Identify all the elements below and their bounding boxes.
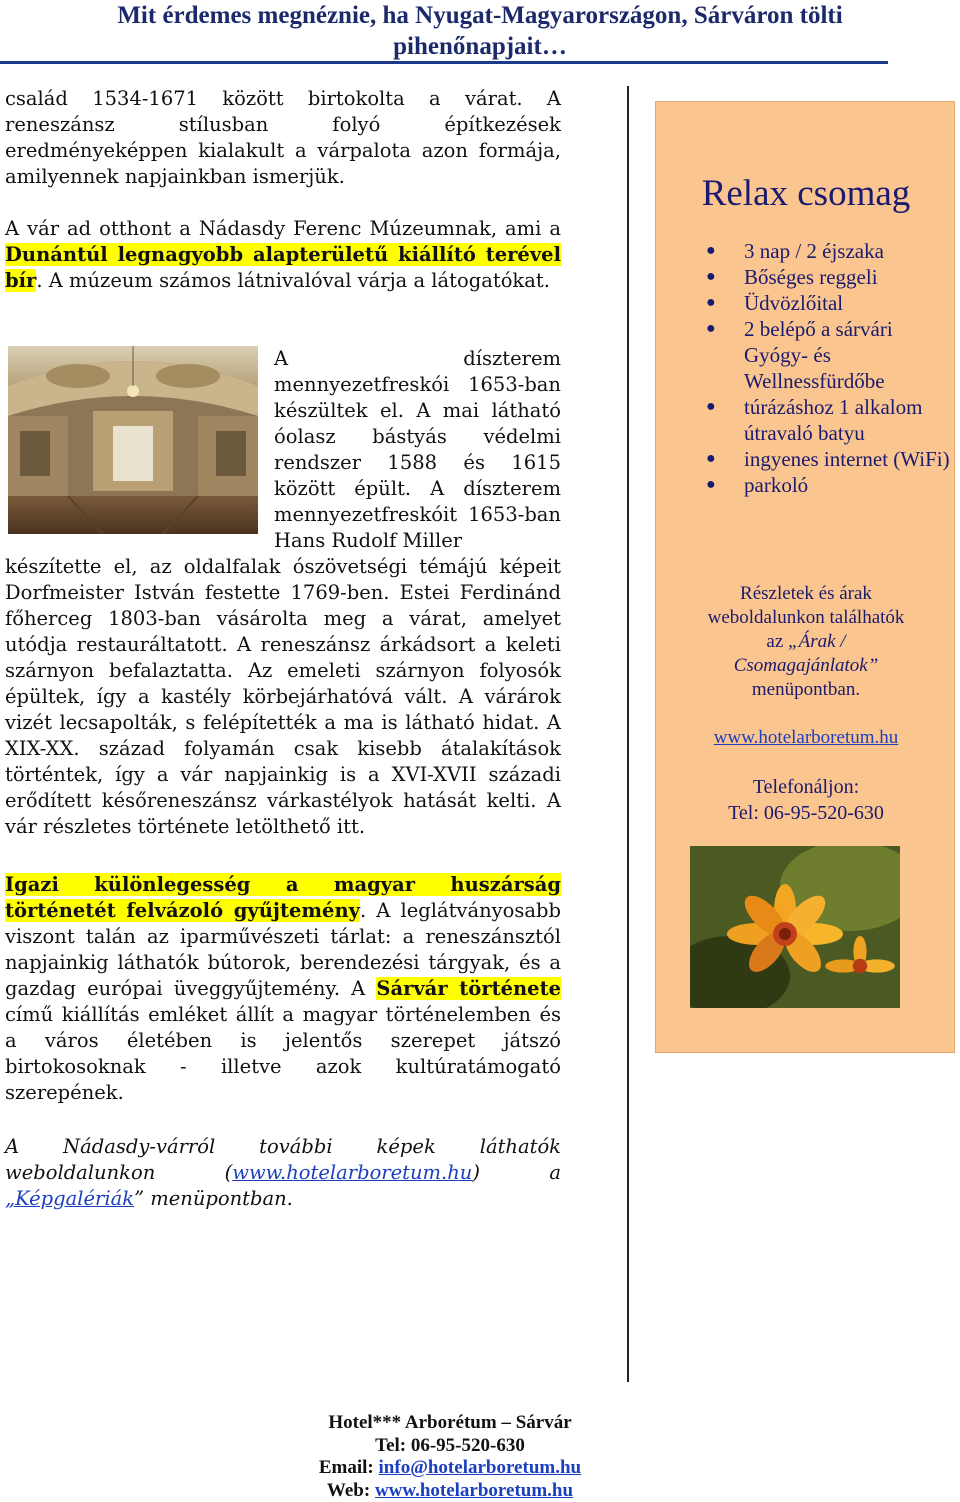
website-link[interactable]: www.hotelarboretum.hu xyxy=(232,1161,473,1184)
gallery-text-a: A Nádasdy-várról további képek láthatók weboldalunkon ( xyxy=(5,1135,561,1184)
phone-label: Telefonáljon: xyxy=(752,776,860,798)
bullet-icon: ● xyxy=(706,294,716,311)
history-paragraph: család 1534-1671 között birtokolta a várat. A reneszánsz stílusban folyó építkezések eredményeképpen kialakult a várpalota azon formája, amilyennek napjainkban ismerjük. xyxy=(5,87,561,188)
sidebar-website-link[interactable]: www.hotelarboretum.hu xyxy=(713,727,899,748)
details-line1: Részletek és árak xyxy=(740,583,872,604)
collection-text-b: című kiállítás emléket állít a magyar történelemben és a város életében is jelentős szerepet játszó birtokosoknak - illetve azok kultúratámogató szerepének. xyxy=(5,1003,561,1104)
collection-text-a: . A leglátványosabb viszont talán az iparművészeti tárlat: a reneszánsztól napjainkig láthatók bútorok, berendezési tárgyak, és a gazdag európai üveggyűjtemény. A xyxy=(5,899,561,1000)
bullet-icon: ● xyxy=(706,242,716,259)
bullet-icon: ● xyxy=(706,476,716,493)
museum-highlight: Dunántúl legnagyobb alapterületű kiállító terével bír xyxy=(5,243,561,292)
gallery-text-c: ” menüpontban. xyxy=(134,1187,293,1210)
footer-email-row: Email: info@hotelarboretum.hu xyxy=(318,1457,582,1478)
details-note xyxy=(656,582,956,702)
museum-text-b: . A múzeum számos látnivalóval várja a látogatókat. xyxy=(36,269,550,292)
column-divider xyxy=(627,86,629,1382)
footer-email-link[interactable]: info@hotelarboretum.hu xyxy=(378,1457,582,1478)
footer-phone: Tel: 06-95-520-630 xyxy=(375,1434,525,1456)
museum-text-a: A vár ad otthont a Nádasdy Ferenc Múzeumnak, ami a xyxy=(5,217,561,240)
bullet-icon: ● xyxy=(706,450,716,467)
phone-number: Tel: 06-95-520-630 xyxy=(728,802,884,824)
bullet-icon: ● xyxy=(706,320,716,337)
details-line3: az „Árak / xyxy=(766,631,846,652)
sidebar-phone xyxy=(656,774,956,826)
relax-package-sidebar xyxy=(655,101,955,1053)
footer-hotel-name: Hotel*** Arborétum – Sárvár xyxy=(328,1412,572,1433)
hussar-highlight: Igazi különlegesség a magyar huszárság történetét felvázoló gyűjtemény xyxy=(5,873,561,922)
footer-web-link[interactable]: www.hotelarboretum.hu xyxy=(374,1479,574,1501)
list-item: ● ingyenes internet (WiFi) xyxy=(706,447,950,471)
header-divider xyxy=(0,61,888,64)
footer xyxy=(0,1412,900,1502)
bullet-icon: ● xyxy=(706,268,716,285)
gallery-link[interactable]: „Képgalériák xyxy=(5,1187,135,1210)
footer-web-row: Web: www.hotelarboretum.hu xyxy=(326,1479,574,1501)
page-header xyxy=(0,0,960,62)
flower-illustration xyxy=(690,846,900,1008)
gallery-text-b: ) a xyxy=(472,1161,561,1184)
list-item: ● Üdvözlőital xyxy=(706,291,844,315)
details-line2: weboldalunkon találhatók xyxy=(707,607,905,628)
details-line5: menüpontban. xyxy=(751,679,861,700)
frescoes-paragraph: A díszterem mennyezetfreskói 1653-ban készültek el. A mai látható óolasz bástyás védelmi rendszer 1588 és 1615 között épült. A díszterem mennyezetfreskóit 1653-ban Hans Rudolf Miller xyxy=(274,347,561,552)
package-list xyxy=(706,238,951,498)
museum-paragraph xyxy=(5,216,561,294)
ceremonial-hall-image xyxy=(8,346,258,534)
list-item: ● Bőséges reggeli xyxy=(706,265,878,289)
ceremonial-hall-illustration xyxy=(8,346,258,534)
page-title-line1: Mit érdemes megnéznie, ha Nyugat-Magyarországon, Sárváron tölti xyxy=(117,2,843,29)
collection-paragraph xyxy=(5,872,561,1106)
sidebar-title: Relax csomag xyxy=(701,173,911,214)
history-continued-paragraph: készítette el, az oldalfalak ószövetségi témájú képeit Dorfmeister István festette 1769-ben. Estei Ferdinánd főherceg 1803-ban vásárolta meg a várat, amelyet utódja restauráltatott. A reneszánsz árkádsort a keleti szárnyon befalaztatta. Az emeleti szárnyon folyosók épültek, így a kastély körbejárhatóvá vált. A várárok vizét lecsapolták, s felépítették a ma is látható hidat. A XIX-XX. század folyamán csak kisebb átalakítások történtek, így a vár napjainkig is a XVI-XVII századi erődített későreneszánsz várkastélyok hatását kelti. A vár részletes története letölthető itt. xyxy=(5,555,561,838)
list-item: ● 2 belépő a sárvári Gyógy- és Wellnessfürdőbe xyxy=(706,317,893,393)
list-item: ● parkoló xyxy=(706,473,809,497)
list-item: ● túrázáshoz 1 alkalom útravaló batyu xyxy=(706,395,923,445)
details-line4: Csomagajánlatok” xyxy=(733,655,879,676)
page-title-line2: pihenőnapjait… xyxy=(393,33,567,60)
sarvar-history-highlight: Sárvár története xyxy=(376,977,562,1000)
bullet-icon: ● xyxy=(706,398,716,415)
list-item: ● 3 nap / 2 éjszaka xyxy=(706,239,884,263)
flower-image xyxy=(690,846,900,1008)
gallery-paragraph xyxy=(5,1134,561,1212)
